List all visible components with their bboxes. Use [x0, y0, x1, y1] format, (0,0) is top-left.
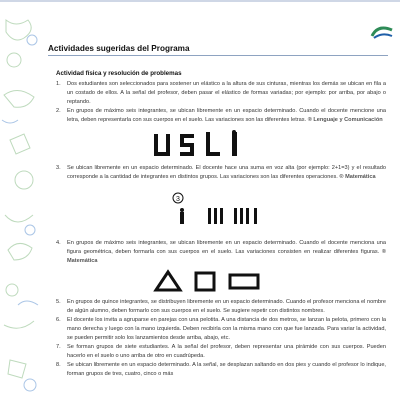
list-item — [56, 80, 386, 107]
list-item — [56, 298, 386, 316]
subject-tag: ® Matemática — [339, 174, 376, 180]
item-text: El docente los invita a agruparse en parejas con una pelotita. A una distancia de dos metros, se lanzan la pelota, primero con la mano derecha y luego con la mano izquierda. Deben recibirla con la misma mano con que fue lanzada. Para variar la actividad, se pueden permitir solo los lanzamientos desde arriba, abajo, etc. — [67, 317, 386, 341]
item-text: Se ubican libremente en un espacio determinado. El docente hace una suma en voz alta (por ejemplo: 2+1=3) y el resultado corresponde a la cantidad de integrantes en distintos grupos. Las variaciones son las diferentes operaciones. — [67, 165, 386, 180]
subject-tag: ® Matemática — [67, 249, 386, 264]
list-item — [56, 239, 386, 266]
item-number: 8. — [56, 362, 61, 368]
list-item — [56, 316, 386, 343]
item-number: 2. — [56, 108, 61, 114]
item-number: 1. — [56, 81, 61, 87]
item-text: Dos estudiantes son seleccionados para sostener un elástico a la altura de sus cinturas, mientras los demás se ubican en fila a un costado de ellos. A la señal del profesor, deben pasar el elástico de formas variadas; por ejemplo: por arriba, por abajo o reptando. — [67, 81, 386, 105]
item-text: Se ubican libremente en un espacio determinado. A la señal, se desplazan saltando en dos pies y cuando el profesor lo indique, forman grupos de tres, cuatro, cinco o más — [67, 362, 386, 377]
title-underline — [48, 55, 388, 56]
program-logo — [368, 22, 396, 42]
geometric-shapes-illustration — [150, 268, 262, 294]
left-margin-decoration — [0, 0, 46, 400]
activity-list-part-2 — [56, 164, 386, 182]
item-text: Se forman grupos de siete estudiantes. A la señal del profesor, deben representar una pirámide con sus cuerpos. Pueden hacerlo en el suelo o uno arriba de otro en cuadrúpeda. — [67, 344, 386, 359]
item-number: 6. — [56, 317, 61, 323]
letter-shapes-illustration — [152, 130, 262, 160]
item-number: 7. — [56, 344, 61, 350]
activity-list-part-4 — [56, 298, 386, 379]
activity-list-part-1 — [56, 80, 386, 125]
list-item — [56, 107, 386, 125]
item-text: En grupos de quince integrantes, se distribuyen libremente en un espacio determinado. Cuando el profesor menciona el nombre de algún alumno, deben formarlo con sus cuerpos en el suelo. Se sugiere repetir con distintos nombres. — [67, 299, 386, 314]
page-title: Actividades sugeridas del Programa — [48, 44, 190, 53]
group-count-illustration — [168, 192, 268, 228]
item-number: 5. — [56, 299, 61, 305]
top-band — [0, 0, 400, 2]
section-subtitle: Actividad física y resolución de problemas — [56, 70, 182, 77]
item-text: En grupos de máximo seis integrantes, se ubican libremente en un espacio determinado. Cuando el docente menciona una figura geométrica, deben formarla con sus cuerpos en el suelo. Las variaciones consisten en realizar diferentes figuras. — [67, 240, 386, 255]
item-number: 4. — [56, 240, 61, 246]
item-number: 3. — [56, 165, 61, 171]
list-item — [56, 164, 386, 182]
speech-bubble-number: 3 — [176, 196, 180, 203]
activity-list-part-3 — [56, 239, 386, 266]
list-item — [56, 361, 386, 379]
item-text: En grupos de máximo seis integrantes, se ubican libremente en un espacio determinado. Cuando el docente mencione una letra, deben representarla con sus cuerpos en el suelo. Las variaciones son las diferentes letras. — [67, 108, 386, 123]
list-item — [56, 343, 386, 361]
subject-tag: ® Lenguaje y Comunicación — [307, 117, 383, 123]
